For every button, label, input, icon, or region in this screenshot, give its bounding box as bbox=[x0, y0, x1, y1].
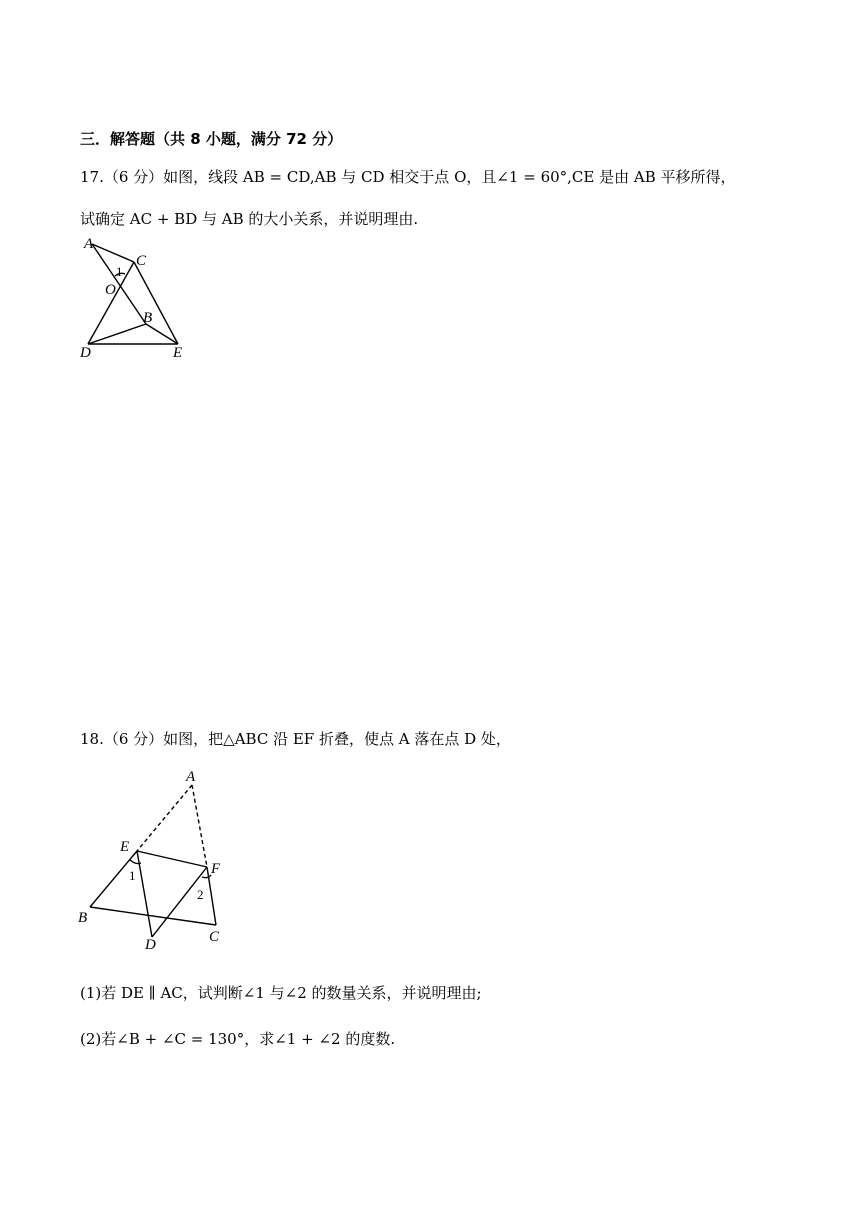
q17-line1: 17.（6 分）如图，线段 AB = CD,AB 与 CD 相交于点 O，且∠1 = 60°,CE 是由 AB 平移所得， bbox=[80, 168, 736, 186]
segment-ef bbox=[137, 851, 207, 867]
segment-bc bbox=[90, 907, 216, 925]
label-b: B bbox=[78, 910, 88, 926]
q18-line1: 18.（6 分）如图，把△ABC 沿 EF 折叠，使点 A 落在点 D 处， bbox=[80, 730, 511, 748]
segment-ce bbox=[134, 262, 178, 344]
label-angle1: 1 bbox=[129, 868, 136, 883]
label-a: A bbox=[84, 236, 94, 252]
label-e: E bbox=[173, 345, 183, 361]
dashed-af bbox=[192, 785, 207, 867]
q17-line2: 试确定 AC + BD 与 AB 的大小关系，并说明理由. bbox=[80, 210, 419, 228]
label-c: C bbox=[209, 929, 220, 945]
label-o: O bbox=[105, 282, 116, 298]
q18-figure bbox=[72, 765, 232, 955]
label-angle2: 2 bbox=[197, 887, 204, 902]
label-c: C bbox=[136, 253, 147, 269]
label-f: F bbox=[211, 861, 221, 877]
label-a: A bbox=[186, 769, 196, 785]
dashed-ae bbox=[137, 785, 192, 851]
label-b: B bbox=[143, 310, 153, 326]
segment-cd bbox=[88, 262, 134, 344]
q17-figure bbox=[70, 232, 200, 362]
segment-fd bbox=[152, 867, 207, 937]
label-d: D bbox=[145, 937, 156, 953]
label-d: D bbox=[80, 345, 91, 361]
section-title: 三．解答题（共 8 小题，满分 72 分） bbox=[80, 130, 343, 148]
q18-part1: (1)若 DE ∥ AC，试判断∠1 与∠2 的数量关系，并说明理由; bbox=[80, 984, 482, 1002]
q18-part2: (2)若∠B + ∠C = 130°，求∠1 + ∠2 的度数. bbox=[80, 1030, 396, 1048]
segment-db bbox=[88, 324, 146, 344]
angle2-arc bbox=[202, 875, 211, 878]
label-angle1: 1 bbox=[116, 264, 123, 279]
label-e: E bbox=[120, 839, 130, 855]
